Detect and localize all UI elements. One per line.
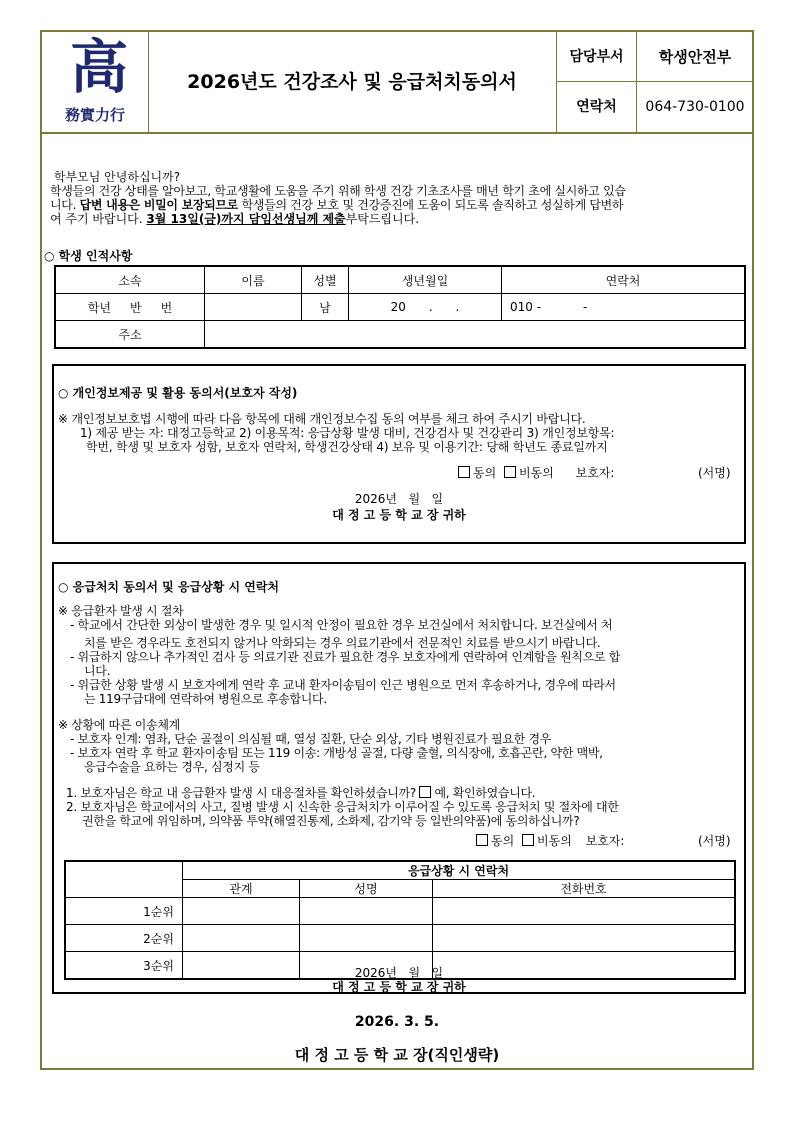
emergency-agree-checkbox[interactable] [476,834,488,846]
privacy-consent-row: 동의 비동의 보호자: [458,466,614,480]
col-header: 성명 [300,880,433,898]
col-header: 소속 [55,266,205,294]
emergency-contact-table [64,860,736,980]
privacy-principal: 대 정 고 등 학 교 장 귀하 [332,508,466,522]
guardian-label: 보호자: [575,466,615,480]
rank-label: 2순위 [65,925,183,952]
name-field[interactable] [300,898,433,925]
page-title: 2026년도 건강조사 및 응급처치동의서 [187,71,517,93]
school-motto: 務實力行 [64,106,125,124]
col-header: 이름 [205,266,302,294]
emergency-consent-box [52,562,746,994]
relation-field[interactable] [183,898,300,925]
document-header [42,32,752,134]
name-field[interactable] [300,925,433,952]
class-field[interactable]: 학년 반 번 [55,294,205,321]
contact-table-title: 응급상황 시 연락처 [183,861,736,880]
intro-text [50,170,750,226]
col-header: 생년월일 [349,266,502,294]
col-header: 전화번호 [433,880,736,898]
birth-field[interactable]: 20 . . [349,294,502,321]
contact-value: 064-730-0100 [645,99,745,115]
emergency-procedure: ※ 응급환자 발생 시 절차 - 학교에서 간단한 외상이 발생한 경우 및 일시적 안정이 필요한 경우 보건실에서 처치합니다. 보건실에서 처 치를 받은 경우라도 호전되지 않거나 악화되는 경우 의료기관에서 전문적인 치료를 받으시기 바랍니다. - 위급하지 않으나 추가적인 검사 등 의료기관 진료가 필요한 경우 보호자에게 연락하여 인계함을 원칙으로 합 니다. - 위급한 상황 발생 시 보호자에게 연락 후 교내 환자이송팀이 인근 병원으로 먼저 후송하거나, 경우에 따라서 는 119구급대에 연락하여 병원으로 후송합니다. ※ 상황에 따른 이송체계 - 보호자 인계: 염좌, 단순 골절이 의심될 때, 열성 질환, 단순 외상, 기타 병원진료가 필요한 경우 - 보호자 연락 후 학교 환자이송팀 또는 119 이송: 개방성 골절, 다량 출혈, 의식장애, 호흡곤란, 약한 맥박, 응급수술을 요하는 경우, 심정지 등 1. 보호자님은 학교 내 응급환자 발생 시 대응절차를 확인하셨습니까? 예, 확인하였습니다. 2. 보호자님은 학교에서의 사고, 질병 발생 시 신속한 응급처치가 이루어질 수 있도록 응급처치 및 절차에 대한 권한을 학교에 위임하며, 의약품 투약(해열진통제, 소화제, 감기약 등 일반의약품)에 동의하십니까? [58,604,621,828]
school-emblem-icon: 高 [70,33,129,101]
privacy-agree-checkbox[interactable] [458,466,470,478]
address-field[interactable] [205,321,746,349]
col-header: 연락처 [502,266,746,294]
emergency-principal: 대 정 고 등 학 교 장 귀하 [332,980,466,994]
procedure-confirm-checkbox[interactable] [419,786,431,798]
privacy-consent-box [52,364,746,544]
school-logo [42,32,149,132]
phone-field[interactable] [433,898,736,925]
student-section-heading: ○ 학생 인적사항 [44,249,133,263]
emergency-heading: ○ 응급처치 동의서 및 응급상황 시 연락처 [58,580,280,594]
dept-label: 담당부서 [557,32,637,82]
rank-label: 3순위 [65,952,183,980]
intro-line: 니다. 답변 내용은 비밀이 보장되므로 학생들의 건강 보호 및 건강증진에 도움이 되도록 솔직하고 성실하게 답변하 [50,198,624,212]
dept-value: 학생안전부 [658,48,732,66]
phone-field[interactable] [433,925,736,952]
signature-label: (서명) [698,466,731,480]
guardian-label: 보호자: [585,834,625,848]
document-page [40,30,754,1070]
student-info-table [54,265,746,349]
col-header: 관계 [183,880,300,898]
contact-info [556,32,753,132]
signature-label: (서명) [698,834,731,848]
rank-label: 1순위 [65,898,183,925]
emergency-consent-row: 동의 비동의 보호자: [476,834,624,848]
emergency-date: 2026년 월 일 [354,966,444,980]
intro-line: 여 주기 바랍니다. 3월 13일(금)까지 담임선생님께 제출부탁드립니다. [50,212,420,226]
emergency-disagree-checkbox[interactable] [522,834,534,846]
address-label: 주소 [55,321,205,349]
privacy-date: 2026년 월 일 [354,492,444,506]
privacy-heading: ○ 개인정보제공 및 활용 동의서(보호자 작성) [58,386,298,400]
phone-field[interactable]: 010 - - [502,294,746,321]
gender-field[interactable]: 남 [302,294,349,321]
privacy-disagree-checkbox[interactable] [504,466,516,478]
contact-label: 연락처 [557,82,637,132]
name-field[interactable] [205,294,302,321]
privacy-text: ※ 개인정보보호법 시행에 따라 다음 항목에 대해 개인정보수집 동의 여부를 체크 하여 주시기 바랍니다. 1) 제공 받는 자: 대정고등학교 2) 이용목적: 응급상황 발생 대비, 건강검사 및 건강관리 3) 개인정보항목: 학번, 학생 및 보호자 성함, 보호자 연락처, 학생건강상태 4) 보유 및 이용기간: 당해 학년도 종료일까지 [58,412,615,454]
intro-line: 학생들의 건강 상태를 알아보고, 학교생활에 도움을 주기 위해 학생 건강 기초조사를 매년 학기 초에 실시하고 있습 [50,184,626,198]
footer-principal: 대 정 고 등 학 교 장(직인생략) [294,1046,500,1064]
issue-date: 2026. 3. 5. [354,1014,440,1030]
relation-field[interactable] [183,925,300,952]
greeting: 학부모님 안녕하십니까? [54,170,181,184]
col-header: 성별 [302,266,349,294]
deadline: 3월 13일(금)까지 담임선생님께 제출 [146,212,346,226]
